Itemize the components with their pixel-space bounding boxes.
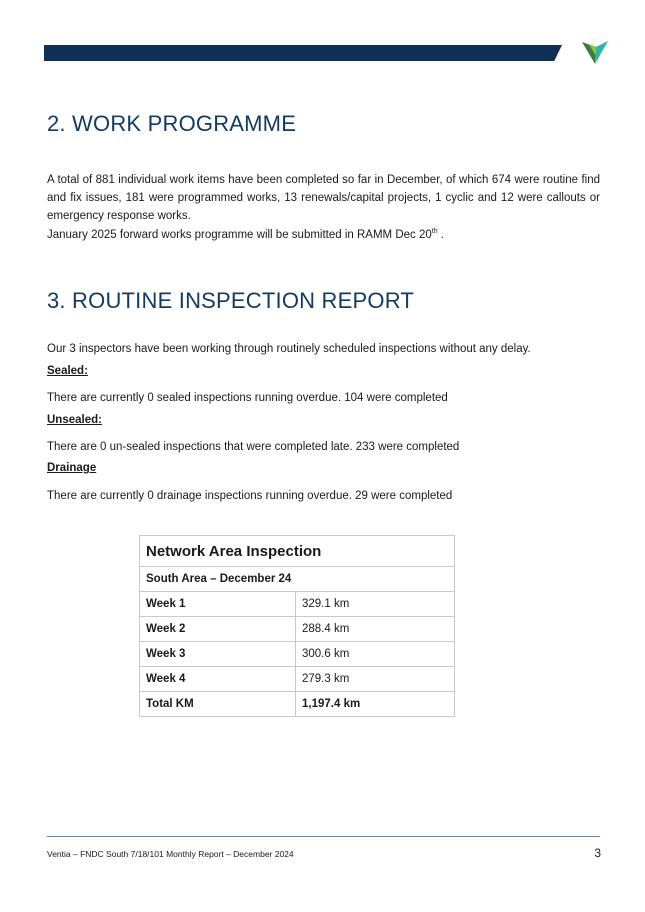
sealed-paragraph: There are currently 0 sealed inspections running overdue. 104 were completed — [47, 392, 448, 404]
row-label: Week 1 — [140, 592, 296, 617]
inspectors-intro-paragraph: Our 3 inspectors have been working through routinely scheduled inspections without any delay. — [47, 343, 531, 355]
header-banner-bar — [44, 45, 562, 61]
forward-works-text: January 2025 forward works programme will be submitted in RAMM Dec 20 — [47, 229, 432, 241]
forward-works-paragraph — [47, 226, 600, 244]
network-area-inspection-table — [139, 535, 455, 717]
footer-divider — [47, 836, 600, 837]
row-value: 300.6 km — [296, 642, 455, 667]
row-value: 329.1 km — [296, 592, 455, 617]
table-title: Network Area Inspection — [140, 536, 455, 567]
drainage-paragraph: There are currently 0 drainage inspections running overdue. 29 were completed — [47, 490, 453, 502]
footer-report-title: Ventia – FNDC South 7/18/101 Monthly Report – December 2024 — [47, 849, 294, 859]
ordinal-suffix: th — [431, 228, 438, 236]
page-number: 3 — [594, 846, 601, 860]
table-row — [140, 617, 455, 642]
table-row — [140, 592, 455, 617]
row-label: Week 3 — [140, 642, 296, 667]
section-heading-routine-inspection: 3. ROUTINE INSPECTION REPORT — [47, 288, 415, 313]
unsealed-paragraph: There are 0 un-sealed inspections that were completed late. 233 were completed — [47, 441, 460, 453]
row-value: 279.3 km — [296, 667, 455, 692]
total-label: Total KM — [140, 692, 296, 717]
table-row — [140, 667, 455, 692]
table-subtitle-row — [140, 567, 455, 592]
work-programme-paragraph: A total of 881 individual work items have been completed so far in December, of which 674 were routine find and fix issues, 181 were programmed works, 13 renewals/capital projects, 1 cyclic and 12 were callouts or emergency response works. — [47, 174, 600, 222]
row-label: Week 2 — [140, 617, 296, 642]
ventia-logo-icon — [582, 41, 608, 65]
sealed-subheading: Sealed: — [47, 365, 88, 377]
table-title-row — [140, 536, 455, 567]
table-subtitle: South Area – December 24 — [140, 567, 455, 592]
row-value: 288.4 km — [296, 617, 455, 642]
unsealed-subheading: Unsealed: — [47, 414, 102, 426]
total-value: 1,197.4 km — [296, 692, 455, 717]
drainage-subheading: Drainage — [47, 462, 97, 474]
table-row — [140, 642, 455, 667]
row-label: Week 4 — [140, 667, 296, 692]
section-heading-work-programme: 2. WORK PROGRAMME — [47, 111, 297, 136]
forward-works-end: . — [437, 229, 444, 241]
table-total-row — [140, 692, 455, 717]
